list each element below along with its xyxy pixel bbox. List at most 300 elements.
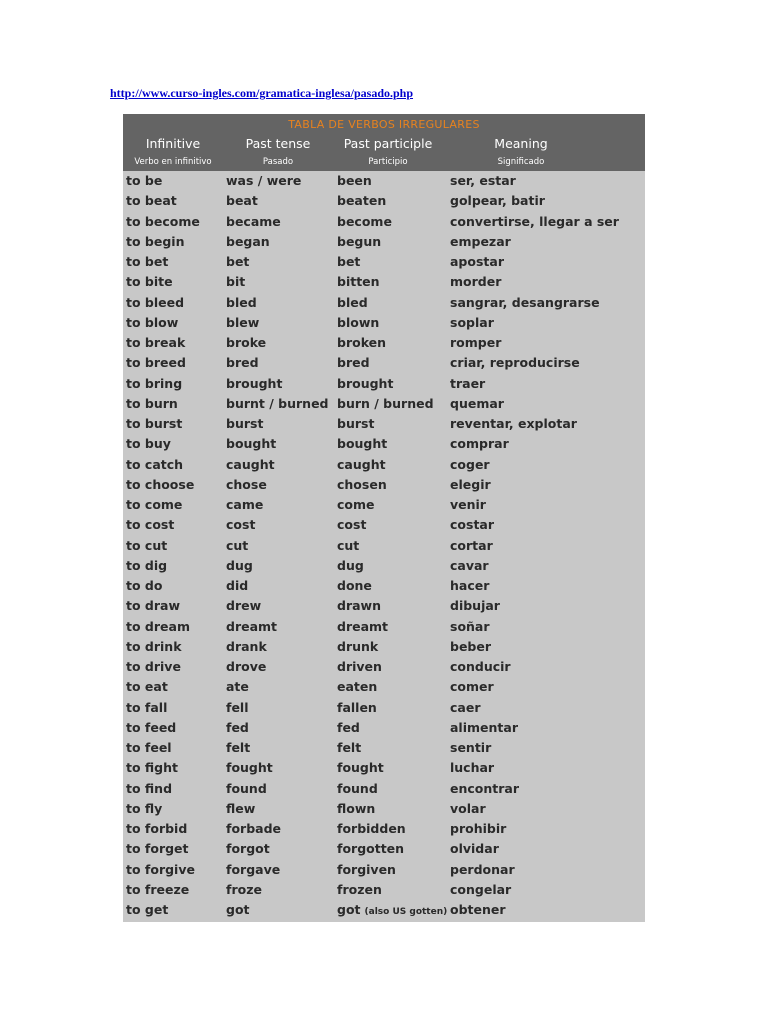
table-row (123, 738, 645, 758)
cell-meaning-text: cortar (450, 537, 493, 553)
cell-past-tense (226, 598, 261, 613)
cell-meaning-text: cavar (450, 557, 489, 573)
cell-infinitive (126, 679, 168, 694)
cell-meaning (450, 740, 491, 755)
usage-note: (also US gotten) (364, 907, 448, 917)
cell-past-tense-text: fought (226, 760, 273, 776)
table-row (123, 839, 645, 859)
table-row (123, 779, 645, 799)
cell-meaning-text: dibujar (450, 598, 500, 614)
cell-past-tense-text: bled (226, 294, 257, 310)
cell-infinitive-text: to freeze (126, 881, 190, 897)
cell-past-tense (226, 517, 255, 532)
cell-meaning-text: venir (450, 497, 486, 512)
cell-meaning-text: caer (450, 699, 481, 715)
cell-past-participle (337, 416, 374, 431)
cell-meaning (450, 619, 490, 634)
cell-infinitive-text: to draw (126, 598, 181, 614)
cell-past-participle (337, 457, 386, 472)
table-row (123, 434, 645, 454)
table-row (123, 860, 645, 880)
cell-past-participle-text: been (337, 173, 372, 188)
cell-infinitive (126, 598, 180, 613)
cell-past-participle-text: dreamt (337, 618, 389, 634)
cell-past-participle-text: forgotten (337, 841, 405, 857)
cell-meaning-text: prohibir (450, 821, 507, 836)
cell-past-participle (337, 841, 404, 856)
cell-infinitive-text: to feel (126, 740, 172, 755)
cell-meaning (450, 457, 490, 472)
cell-past-participle (337, 214, 392, 229)
cell-past-tense-text: chose (226, 476, 267, 492)
cell-infinitive (126, 355, 186, 370)
cell-past-participle (337, 254, 360, 269)
cell-meaning-text: quemar (450, 395, 504, 411)
table-row (123, 374, 645, 394)
cell-infinitive (126, 760, 178, 775)
cell-past-tense-text: bred (226, 355, 259, 371)
table-row (123, 414, 645, 434)
table-row (123, 576, 645, 596)
cell-meaning (450, 598, 500, 613)
cell-meaning-text: reventar, explotar (450, 416, 577, 431)
cell-meaning-text: luchar (450, 760, 495, 776)
table-row (123, 799, 645, 819)
cell-infinitive-text: to find (126, 780, 173, 796)
table-row (123, 313, 645, 333)
cell-past-tense-text: broke (226, 335, 267, 350)
table-row (123, 698, 645, 718)
cell-meaning (450, 234, 511, 249)
cell-past-participle (337, 821, 406, 836)
table-row (123, 171, 645, 191)
cell-infinitive (126, 295, 184, 310)
cell-past-tense-text: cut (226, 537, 249, 553)
cell-past-participle-text: done (337, 578, 372, 593)
table-row (123, 293, 645, 313)
cell-past-participle (337, 396, 434, 411)
cell-infinitive-text: to forget (126, 841, 189, 857)
cell-past-participle-text: eaten (337, 679, 378, 695)
subheader-past-tense: Pasado (262, 157, 294, 167)
table-header (123, 114, 645, 171)
cell-meaning (450, 679, 494, 694)
cell-past-participle (337, 295, 368, 310)
cell-past-participle-text: burn / burned (337, 395, 434, 411)
cell-meaning (450, 214, 619, 229)
cell-past-tense-text: cost (226, 517, 256, 533)
cell-meaning-text: costar (450, 517, 495, 533)
cell-past-participle (337, 639, 378, 654)
cell-infinitive-text: to burn (126, 395, 178, 411)
table-row (123, 596, 645, 616)
cell-infinitive (126, 193, 177, 208)
table-row (123, 212, 645, 232)
cell-infinitive (126, 558, 167, 573)
cell-meaning (450, 335, 501, 350)
cell-past-tense (226, 639, 267, 654)
cell-infinitive-text: to cut (126, 537, 168, 553)
cell-past-participle-text: blown (337, 314, 380, 330)
cell-infinitive-text: to choose (126, 476, 195, 492)
cell-past-participle-text: driven (337, 659, 382, 674)
cell-meaning (450, 821, 506, 836)
cell-meaning (450, 396, 504, 411)
cell-meaning-text: comprar (450, 436, 509, 452)
cell-past-participle (337, 781, 378, 796)
cell-infinitive (126, 234, 184, 249)
table-row (123, 455, 645, 475)
cell-past-participle-text: beaten (337, 193, 387, 209)
table-row (123, 495, 645, 515)
cell-infinitive (126, 841, 189, 856)
cell-past-tense (226, 578, 248, 593)
cell-past-participle-text: come (337, 497, 375, 512)
cell-past-participle (337, 355, 370, 370)
cell-past-participle-text: forgiven (337, 861, 396, 877)
cell-past-tense-text: bet (226, 254, 250, 269)
cell-infinitive (126, 538, 167, 553)
cell-meaning (450, 862, 515, 877)
table-row (123, 617, 645, 637)
cell-past-participle-text: got (337, 902, 361, 917)
table-row (123, 536, 645, 556)
table-row (123, 900, 645, 920)
cell-past-participle (337, 517, 366, 532)
cell-infinitive (126, 274, 173, 289)
table-row (123, 353, 645, 373)
cell-past-participle-text: cost (337, 517, 367, 533)
cell-past-participle (337, 760, 384, 775)
cell-meaning (450, 274, 501, 289)
cell-infinitive (126, 315, 178, 330)
cell-infinitive-text: to become (126, 213, 200, 229)
table-row (123, 758, 645, 778)
cell-meaning-text: sentir (450, 740, 492, 755)
cell-past-participle (337, 720, 360, 735)
cell-infinitive (126, 497, 182, 512)
cell-infinitive-text: to fly (126, 800, 163, 816)
cell-meaning (450, 720, 518, 735)
cell-infinitive-text: to drive (126, 659, 181, 674)
cell-past-participle-text: fallen (337, 699, 377, 715)
irregular-verbs-table (123, 114, 645, 922)
cell-past-participle (337, 700, 377, 715)
cell-past-tense (226, 497, 263, 512)
cell-infinitive-text: to bleed (126, 294, 185, 310)
cell-past-tense (226, 740, 250, 755)
table-title: TABLA DE VERBOS IRREGULARES (288, 118, 480, 131)
cell-meaning (450, 254, 504, 269)
cell-meaning-text: sangrar, desangrarse (450, 294, 600, 310)
table-row (123, 677, 645, 697)
cell-infinitive-text: to come (126, 497, 183, 512)
subheader-past-participle: Participio (368, 157, 408, 167)
cell-past-participle (337, 679, 377, 694)
cell-past-participle-text: felt (337, 740, 362, 755)
cell-infinitive (126, 578, 162, 593)
cell-past-tense (226, 295, 257, 310)
cell-infinitive (126, 700, 167, 715)
cell-past-tense-text: became (226, 213, 281, 229)
cell-past-tense (226, 679, 249, 694)
cell-past-participle (337, 193, 386, 208)
cell-past-tense (226, 882, 262, 897)
col-header-infinitive: Infinitive (145, 136, 201, 151)
cell-past-tense (226, 862, 280, 877)
cell-meaning-text: convertirse, llegar a ser (450, 213, 619, 229)
cell-past-tense (226, 619, 277, 634)
cell-infinitive-text: to bring (126, 375, 183, 391)
cell-infinitive-text: to fall (126, 699, 168, 715)
cell-meaning (450, 173, 516, 188)
cell-infinitive-text: to cost (126, 517, 175, 533)
cell-past-participle (337, 436, 387, 451)
cell-past-participle-text: brought (337, 375, 394, 391)
cell-infinitive-text: to breed (126, 355, 186, 371)
cell-infinitive-text: to do (126, 578, 163, 593)
cell-meaning-text: soplar (450, 314, 494, 330)
cell-meaning-text: obtener (450, 902, 506, 917)
cell-past-participle (337, 335, 386, 350)
table-row (123, 232, 645, 252)
cell-meaning-text: encontrar (450, 780, 520, 796)
cell-past-tense-text: blew (226, 314, 260, 330)
cell-infinitive (126, 902, 168, 917)
cell-past-tense (226, 720, 249, 735)
cell-infinitive (126, 254, 168, 269)
cell-past-tense-text: flew (226, 800, 256, 816)
table-row (123, 657, 645, 677)
cell-past-tense (226, 214, 281, 229)
cell-meaning-text: olvidar (450, 841, 499, 857)
cell-past-participle (337, 862, 396, 877)
cell-meaning-text: volar (450, 800, 486, 816)
cell-infinitive (126, 396, 178, 411)
cell-past-tense (226, 700, 249, 715)
subheader-meaning: Significado (497, 157, 545, 167)
cell-meaning (450, 781, 519, 796)
cell-infinitive-text: to eat (126, 679, 168, 695)
cell-infinitive-text: to dream (126, 618, 190, 634)
cell-past-tense-text: burnt / burned (226, 395, 329, 411)
cell-past-tense (226, 416, 263, 431)
cell-past-participle (337, 477, 387, 492)
cell-meaning (450, 801, 486, 816)
cell-infinitive (126, 619, 190, 634)
cell-past-participle-text: bought (337, 436, 388, 452)
cell-past-tense (226, 274, 245, 289)
cell-meaning (450, 760, 494, 775)
cell-past-participle (337, 619, 388, 634)
cell-past-participle-text: dug (337, 557, 364, 573)
cell-infinitive-text: to get (126, 902, 169, 917)
cell-meaning-text: soñar (450, 618, 490, 634)
cell-past-tense (226, 781, 267, 796)
cell-past-tense-text: ate (226, 679, 249, 695)
table-row (123, 819, 645, 839)
cell-past-tense-text: was / were (226, 173, 302, 188)
subheader-infinitive: Verbo en infinitivo (134, 157, 212, 167)
cell-infinitive (126, 659, 181, 674)
table-row (123, 333, 645, 353)
cell-infinitive (126, 740, 172, 755)
cell-past-participle-text: broken (337, 335, 387, 350)
cell-meaning-text: criar, reproducirse (450, 355, 580, 371)
cell-past-participle-text: drawn (337, 598, 381, 614)
cell-infinitive (126, 436, 171, 451)
cell-past-participle (337, 173, 372, 188)
cell-past-participle-text: found (337, 780, 378, 796)
cell-past-participle (337, 558, 364, 573)
cell-past-participle-text: become (337, 213, 392, 229)
cell-past-participle-text: begun (337, 233, 382, 249)
cell-meaning (450, 376, 485, 391)
table-row (123, 637, 645, 657)
cell-past-participle-text: cut (337, 537, 360, 553)
cell-past-participle-text: caught (337, 456, 386, 472)
cell-past-tense-text: fed (226, 719, 249, 735)
cell-meaning (450, 295, 600, 310)
cell-past-participle-text: fought (337, 760, 384, 776)
cell-past-tense (226, 376, 282, 391)
cell-meaning-text: coger (450, 456, 490, 472)
cell-past-tense-text: brought (226, 375, 283, 391)
cell-past-tense-text: did (226, 578, 249, 593)
cell-meaning (450, 517, 494, 532)
cell-past-tense (226, 902, 250, 917)
cell-past-tense (226, 558, 253, 573)
cell-meaning-text: perdonar (450, 861, 515, 877)
cell-past-participle-text: bitten (337, 274, 380, 290)
cell-infinitive-text: to forbid (126, 821, 188, 836)
cell-infinitive (126, 639, 182, 654)
cell-infinitive (126, 416, 182, 431)
cell-infinitive (126, 173, 162, 188)
cell-past-participle-text: bet (337, 254, 361, 269)
cell-past-tense (226, 335, 266, 350)
cell-past-tense-text: drank (226, 638, 267, 654)
cell-infinitive (126, 457, 183, 472)
cell-past-participle (337, 578, 372, 593)
cell-past-participle-text: bred (337, 355, 370, 371)
table-row (123, 394, 645, 414)
table-row (123, 718, 645, 738)
cell-past-tense-text: forbade (226, 821, 281, 836)
table-row (123, 475, 645, 495)
cell-meaning-text: traer (450, 375, 486, 391)
cell-meaning (450, 315, 494, 330)
cell-meaning-text: elegir (450, 476, 491, 492)
cell-past-tense (226, 801, 255, 816)
cell-past-tense-text: fell (226, 699, 249, 715)
source-link[interactable]: http://www.curso-ingles.com/gramatica-inglesa/pasado.php (110, 86, 414, 100)
cell-past-participle (337, 598, 381, 613)
cell-past-participle (337, 659, 382, 674)
cell-infinitive (126, 720, 176, 735)
cell-past-participle-text: flown (337, 800, 376, 816)
cell-meaning-text: romper (450, 335, 502, 350)
cell-meaning (450, 882, 511, 897)
col-header-meaning: Meaning (494, 136, 548, 151)
table-body (123, 171, 645, 922)
cell-meaning (450, 355, 580, 370)
cell-meaning (450, 477, 491, 492)
cell-past-tense (226, 760, 273, 775)
cell-past-tense-text: got (226, 902, 250, 917)
cell-infinitive-text: to bite (126, 274, 173, 290)
cell-past-tense-text: bit (226, 274, 246, 290)
cell-past-tense-text: bought (226, 436, 277, 452)
cell-infinitive-text: to forgive (126, 861, 195, 877)
cell-infinitive (126, 335, 185, 350)
cell-infinitive (126, 477, 194, 492)
cell-past-tense-text: froze (226, 881, 262, 897)
cell-infinitive-text: to fight (126, 760, 179, 776)
cell-meaning-text: apostar (450, 254, 504, 269)
cell-past-tense-text: forgot (226, 841, 270, 857)
cell-infinitive-text: to drink (126, 638, 182, 654)
cell-past-tense-text: caught (226, 456, 275, 472)
cell-meaning-text: congelar (450, 881, 512, 897)
table-row (123, 880, 645, 900)
cell-past-participle (337, 740, 361, 755)
cell-infinitive (126, 517, 174, 532)
cell-infinitive (126, 781, 172, 796)
table-row (123, 515, 645, 535)
cell-past-tense-text: burst (226, 416, 264, 431)
cell-infinitive (126, 862, 195, 877)
cell-past-tense-text: forgave (226, 861, 281, 877)
cell-meaning (450, 436, 509, 451)
cell-meaning-text: hacer (450, 578, 490, 593)
cell-infinitive-text: to catch (126, 456, 184, 472)
cell-meaning (450, 416, 577, 431)
table-row (123, 556, 645, 576)
cell-meaning-text: beber (450, 638, 492, 654)
cell-past-participle-text: chosen (337, 476, 387, 492)
cell-past-tense (226, 841, 270, 856)
cell-infinitive-text: to burst (126, 416, 183, 431)
cell-past-tense-text: drew (226, 598, 262, 614)
cell-past-participle (337, 376, 393, 391)
cell-meaning-text: morder (450, 274, 502, 290)
cell-meaning (450, 902, 506, 917)
cell-meaning-text: ser, estar (450, 173, 516, 188)
cell-past-tense (226, 234, 270, 249)
cell-past-tense-text: dug (226, 557, 253, 573)
cell-meaning-text: alimentar (450, 719, 518, 735)
table-row (123, 272, 645, 292)
cell-past-tense (226, 254, 249, 269)
cell-past-participle-text: forbidden (337, 821, 406, 836)
cell-infinitive-text: to begin (126, 233, 185, 249)
cell-past-tense-text: began (226, 233, 270, 249)
cell-past-tense-text: came (226, 497, 264, 512)
cell-past-participle (337, 274, 380, 289)
cell-past-participle (337, 801, 375, 816)
cell-past-participle-text: burst (337, 416, 375, 431)
cell-infinitive-text: to blow (126, 314, 179, 330)
cell-past-tense-text: felt (226, 740, 251, 755)
cell-past-participle (337, 497, 375, 512)
cell-past-participle (337, 902, 447, 917)
cell-meaning (450, 558, 489, 573)
cell-infinitive-text: to bet (126, 254, 169, 269)
cell-past-participle (337, 234, 381, 249)
col-header-past-participle: Past participle (343, 136, 433, 151)
cell-infinitive (126, 821, 187, 836)
